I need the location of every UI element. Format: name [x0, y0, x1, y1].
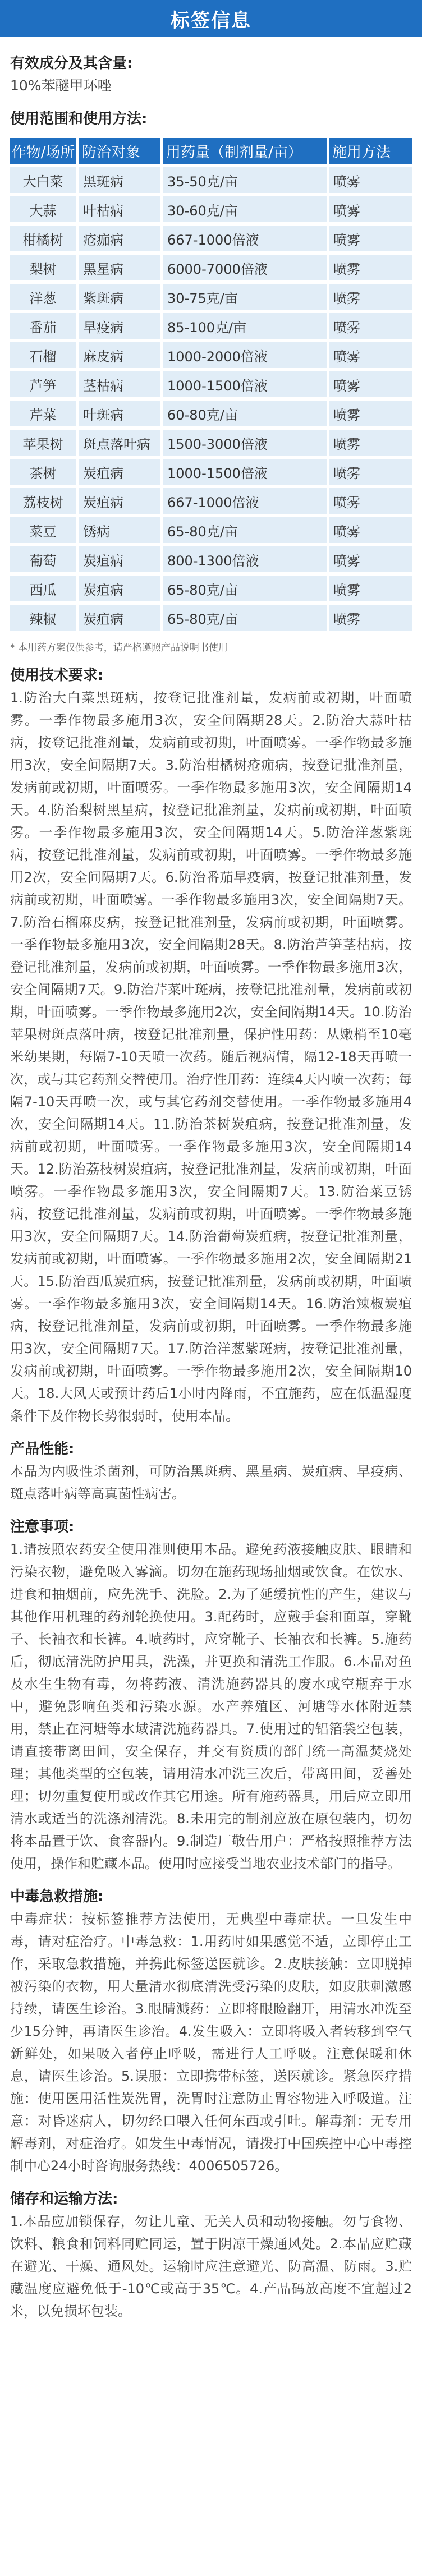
table-cell: 667-1000倍液 — [160, 226, 327, 251]
table-cell: 喷雾 — [327, 488, 412, 514]
table-cell: 喷雾 — [327, 196, 412, 222]
usage-section — [10, 107, 412, 654]
table-cell: 30-60克/亩 — [160, 196, 327, 222]
performance-section — [10, 1437, 412, 1505]
table-cell: 1000-1500倍液 — [160, 371, 327, 397]
table-cell: 喷雾 — [327, 284, 412, 310]
table-cell: 30-75克/亩 — [160, 284, 327, 310]
table-cell: 35-50克/亩 — [160, 167, 327, 193]
table-cell: 大白菜 — [10, 167, 76, 193]
table-cell: 喷雾 — [327, 167, 412, 193]
performance-text: 本品为内吸性杀菌剂，可防治黑斑病、黑星病、炭疽病、早疫病、斑点落叶病等高真菌性病害。 — [10, 1464, 412, 1502]
precautions-section — [10, 1515, 412, 1875]
table-cell: 1000-1500倍液 — [160, 459, 327, 485]
technique-section — [10, 664, 412, 1427]
table-row — [10, 371, 412, 397]
table-cell: 喷雾 — [327, 342, 412, 368]
table-row — [10, 284, 412, 310]
table-cell: 柑橘树 — [10, 226, 76, 251]
table-cell: 炭疽病 — [76, 605, 160, 631]
table-cell: 6000-7000倍液 — [160, 255, 327, 280]
table-cell: 麻皮病 — [76, 342, 160, 368]
table-row — [10, 167, 412, 193]
table-cell: 1000-2000倍液 — [160, 342, 327, 368]
table-row — [10, 342, 412, 368]
table-cell: 早疫病 — [76, 313, 160, 339]
usage-table-header — [10, 138, 412, 164]
table-cell: 菜豆 — [10, 517, 76, 543]
usage-note: * 本用药方案仅供参考，请严格遵照产品说明书使用 — [10, 642, 228, 654]
table-cell: 喷雾 — [327, 459, 412, 485]
table-cell: 芹菜 — [10, 401, 76, 426]
table-row — [10, 605, 412, 631]
table-row — [10, 401, 412, 426]
table-cell: 炭疽病 — [76, 459, 160, 485]
column-header: 施用方法 — [327, 138, 412, 164]
table-cell: 800-1300倍液 — [160, 546, 327, 572]
table-cell: 疮痂病 — [76, 226, 160, 251]
table-cell: 茶树 — [10, 459, 76, 485]
table-row — [10, 517, 412, 543]
storage-text: 1.本品应加锁保存，勿让儿童、无关人员和动物接触。勿与食物、饮料、粮食和饲料同贮同运，置于阴凉干燥通风处。2.本品应贮藏在避光、干燥、通风处。运输时应注意避光、防高温、防雨。3.贮藏温度应避免低于-10℃或高于35℃。4.产品码放高度不宜超过2米，以免损坏包装。 — [10, 2214, 412, 2319]
table-cell: 叶斑病 — [76, 401, 160, 426]
table-row — [10, 196, 412, 222]
poisoning-text: 中毒症状：按标签推荐方法使用，无典型中毒症状。一旦发生中毒，请对症治疗。中毒急救：1.用药时如果感觉不适，立即停止工作，采取急救措施，并携此标签送医就诊。2.皮肤接触：立即脱掉被污染的衣物，用大量清水彻底清洗受污染的皮肤，如皮肤刺激感持续，请医生诊治。3.眼睛溅药：立即将眼睑翻开，用清水冲洗至少15分钟，再请医生诊治。4.发生吸入：立即将吸入者转移到空气新鲜处，如果吸入者停止呼吸，需进行人工呼吸。注意保暖和休息，请医生诊治。5.误服：立即携带标签，送医就诊。紧急医疗措施：使用医用活性炭洗胃，洗胃时注意防止胃容物进入呼吸道。注意：对昏迷病人，切勿经口喂入任何东西或引吐。解毒剂：无专用解毒剂，对症治疗。如发生中毒情况，请拨打中国疾控中心中毒控制中心24小时咨询服务热线：4006505726。 — [10, 1911, 412, 2174]
performance-heading: 产品性能: — [10, 1441, 75, 1457]
table-cell: 洋葱 — [10, 284, 76, 310]
table-cell: 葡萄 — [10, 546, 76, 572]
table-cell: 85-100克/亩 — [160, 313, 327, 339]
table-cell: 喷雾 — [327, 605, 412, 631]
table-cell: 65-80克/亩 — [160, 576, 327, 601]
technique-heading: 使用技术要求: — [10, 667, 104, 684]
table-cell: 喷雾 — [327, 430, 412, 456]
title-bar: 标签信息 — [0, 0, 422, 37]
table-row — [10, 430, 412, 456]
table-cell: 60-80克/亩 — [160, 401, 327, 426]
table-cell: 荔枝树 — [10, 488, 76, 514]
table-cell: 梨树 — [10, 255, 76, 280]
ingredient-value: 10%苯醚甲环唑 — [10, 77, 112, 94]
table-cell: 喷雾 — [327, 226, 412, 251]
table-row — [10, 313, 412, 339]
table-cell: 喷雾 — [327, 401, 412, 426]
table-cell: 喷雾 — [327, 371, 412, 397]
table-cell: 炭疽病 — [76, 546, 160, 572]
table-cell: 喷雾 — [327, 255, 412, 280]
table-cell: 锈病 — [76, 517, 160, 543]
usage-table-body — [10, 167, 412, 631]
table-cell: 辣椒 — [10, 605, 76, 631]
table-cell: 芦笋 — [10, 371, 76, 397]
table-cell: 喷雾 — [327, 546, 412, 572]
table-cell: 炭疽病 — [76, 576, 160, 601]
ingredient-heading: 有效成分及其含量: — [10, 55, 133, 72]
precautions-heading: 注意事项: — [10, 1519, 75, 1535]
column-header: 防治对象 — [76, 138, 160, 164]
table-cell: 番茄 — [10, 313, 76, 339]
technique-text: 1.防治大白菜黑斑病，按登记批准剂量，发病前或初期，叶面喷雾。一季作物最多施用3次，安全间隔期28天。2.防治大蒜叶枯病，按登记批准剂量，发病前或初期，叶面喷雾。一季作物最多施用3次，安全间隔期7天。3.防治柑橘树疮痂病，按登记批准剂量，发病前或初期，叶面喷雾。一季作物最多施用3次，安全间隔期14天。4.防治梨树黑星病，按登记批准剂量，发病前或初期，叶面喷雾。一季作物最多施用3次，安全间隔期14天。5.防治洋葱紫斑病，按登记批准剂量，发病前或初期，叶面喷雾。一季作物最多施用2次，安全间隔期7天。6.防治番茄早疫病，按登记批准剂量，发病前或初期，叶面喷雾。一季作物最多施用3次，安全间隔期7天。7.防治石榴麻皮病，按登记批准剂量，发病前或初期，叶面喷雾。一季作物最多施用3次，安全间隔期28天。8.防治芦笋茎枯病，按登记批准剂量，发病前或初期，叶面喷雾。一季作物最多施用3次，安全间隔期7天。9.防治芹菜叶斑病，按登记批准剂量，发病前或初期，叶面喷雾。一季作物最多施用2次，安全间隔期14天。10.防治苹果树斑点落叶病，按登记批准剂量，保护性用药：从嫩梢至10毫米幼果期，每隔7-10天喷一次药。随后视病情，隔12-18天再喷一次，或与其它药剂交替使用。治疗性用药：连续4天内喷一次药；每隔7-10天再喷一次，或与其它药剂交替使用。一季作物最多施用4次，安全间隔期14天。11.防治茶树炭疽病，按登记批准剂量，发病前或初期，叶面喷雾。一季作物最多施用3次，安全间隔期14天。12.防治荔枝树炭疽病，按登记批准剂量，发病前或初期，叶面喷雾。一季作物最多施用3次，安全间隔期7天。13.防治菜豆锈病，按登记批准剂量，发病前或初期，叶面喷雾。一季作物最多施用3次，安全间隔期7天。14.防治葡萄炭疽病，按登记批准剂量，发病前或初期，叶面喷雾。一季作物最多施用2次，安全间隔期21天。15.防治西瓜炭疽病，按登记批准剂量，发病前或初期，叶面喷雾。一季作物最多施用3次，安全间隔期14天。16.防治辣椒炭疽病，按登记批准剂量，发病前或初期，叶面喷雾。一季作物最多施用3次，安全间隔期7天。17.防治洋葱紫斑病，按登记批准剂量，发病前或初期，叶面喷雾。一季作物最多施用2次，安全间隔期10天。18.大风天或预计药后1小时内降雨，不宜施药，应在低温湿度条件下及作物长势很弱时，使用本品。 — [10, 690, 412, 1424]
ingredient-section — [10, 52, 412, 97]
table-cell: 苹果树 — [10, 430, 76, 456]
table-cell: 石榴 — [10, 342, 76, 368]
table-cell: 喷雾 — [327, 576, 412, 601]
table-cell: 667-1000倍液 — [160, 488, 327, 514]
table-cell: 斑点落叶病 — [76, 430, 160, 456]
storage-heading: 储存和运输方法: — [10, 2191, 118, 2207]
poisoning-heading: 中毒急救措施: — [10, 1888, 104, 1905]
label-content — [0, 37, 422, 2322]
table-cell: 茎枯病 — [76, 371, 160, 397]
table-cell: 喷雾 — [327, 313, 412, 339]
table-cell: 紫斑病 — [76, 284, 160, 310]
table-row — [10, 226, 412, 251]
storage-section — [10, 2187, 412, 2322]
table-cell: 黑星病 — [76, 255, 160, 280]
usage-heading: 使用范围和使用方法: — [10, 111, 148, 127]
table-cell: 1500-3000倍液 — [160, 430, 327, 456]
table-cell: 喷雾 — [327, 517, 412, 543]
table-cell: 65-80克/亩 — [160, 517, 327, 543]
table-row — [10, 488, 412, 514]
usage-table — [10, 135, 412, 634]
table-cell: 65-80克/亩 — [160, 605, 327, 631]
table-cell: 大蒜 — [10, 196, 76, 222]
poisoning-section — [10, 1885, 412, 2177]
precautions-text: 1.请按照农药安全使用准则使用本品。避免药液接触皮肤、眼睛和污染衣物，避免吸入雾滴。切勿在施药现场抽烟或饮食。在饮水、进食和抽烟前，应先洗手、洗脸。2.为了延缓抗性的产生，建议与其他作用机理的药剂轮换使用。3.配药时，应戴手套和面罩，穿靴子、长袖衣和长裤。4.喷药时，应穿靴子、长袖衣和长裤。5.施药后，彻底清洗防护用具，洗澡，并更换和清洗工作服。6.本品对鱼及水生生物有毒，勿将药液、清洗施药器具的废水或空瓶弃于水中，避免影响鱼类和污染水源。水产养殖区、河塘等水体附近禁用，禁止在河塘等水域清洗施药器具。7.使用过的铝箔袋空包装，请直接带离田间，安全保存，并交有资质的部门统一高温焚烧处理；其他类型的空包装，请用清水冲洗三次后，带离田间，妥善处理；切勿重复使用或改作其它用途。所有施药器具，用后应立即用清水或适当的洗涤剂清洗。8.未用完的制剂应放在原包装内，切勿将本品置于饮、食容器内。9.制造厂敬告用户：严格按照推荐方法使用，操作和贮藏本品。使用时应接受当地农业技术部门的指导。 — [10, 1542, 412, 1871]
table-cell: 叶枯病 — [76, 196, 160, 222]
table-cell: 西瓜 — [10, 576, 76, 601]
column-header: 作物/场所 — [10, 138, 76, 164]
table-row — [10, 459, 412, 485]
table-cell: 黑斑病 — [76, 167, 160, 193]
table-cell: 炭疽病 — [76, 488, 160, 514]
table-row — [10, 576, 412, 601]
column-header: 用药量（制剂量/亩） — [160, 138, 327, 164]
table-row — [10, 255, 412, 280]
table-row — [10, 546, 412, 572]
